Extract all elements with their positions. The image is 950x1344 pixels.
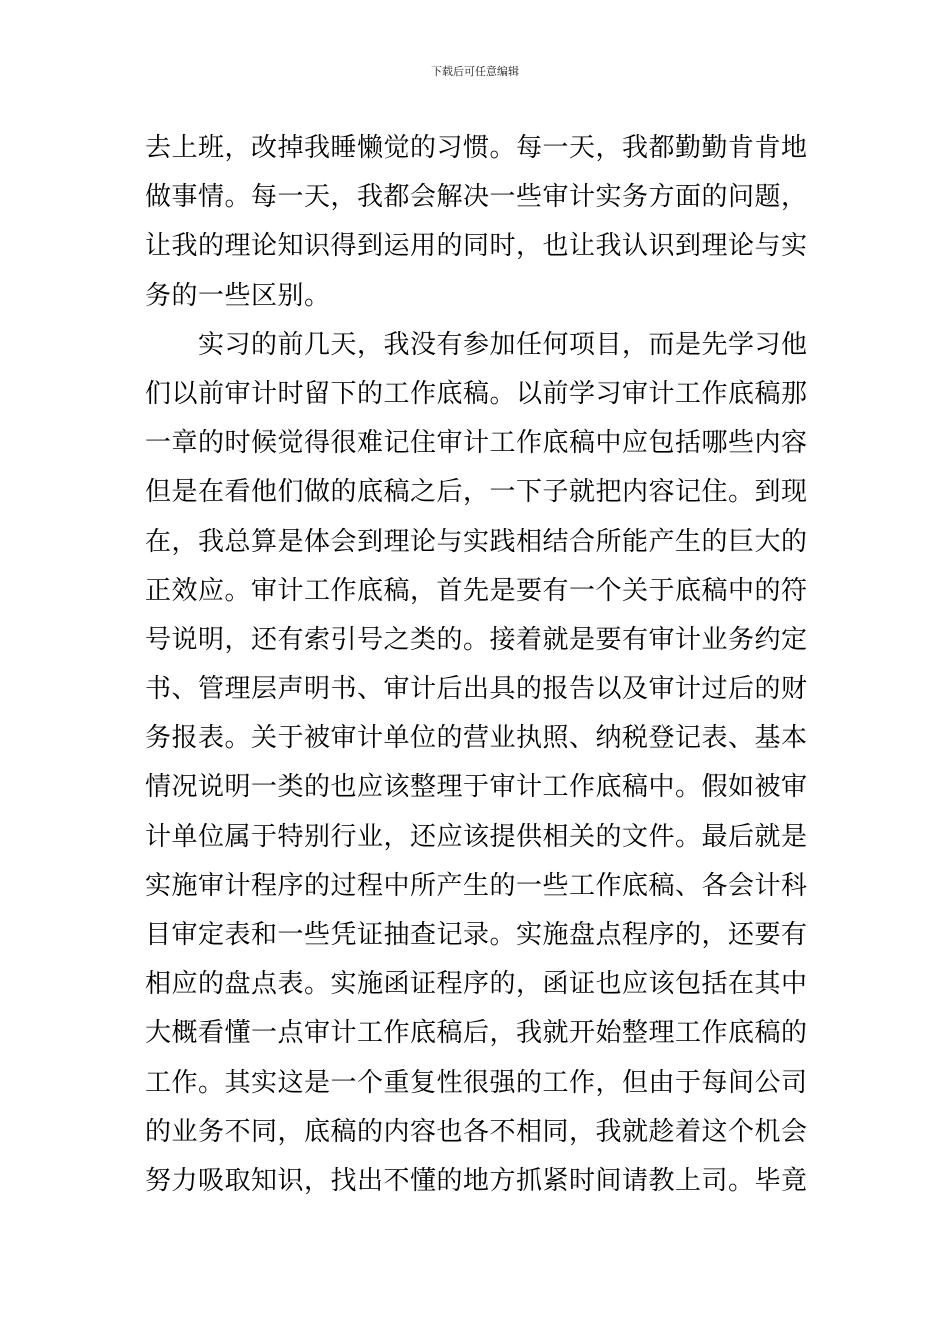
text-line: 一章的时候觉得很难记住审计工作底稿中应包括哪些内容 bbox=[145, 428, 808, 459]
text-line: 相应的盘点表。实施函证程序的，函证也应该包括在其中 bbox=[145, 969, 808, 1000]
text-line: 务报表。关于被审计单位的营业执照、纳税登记表、基本 bbox=[145, 723, 808, 754]
page-header: 下载后可任意编辑 bbox=[431, 65, 519, 78]
text-line: 情况说明一类的也应该整理于审计工作底稿中。假如被审 bbox=[145, 772, 808, 803]
text-line: 号说明，还有索引号之类的。接着就是要有审计业务约定 bbox=[145, 624, 808, 655]
text-line: 计单位属于特别行业，还应该提供相关的文件。最后就是 bbox=[145, 821, 808, 852]
text-line: 们以前审计时留下的工作底稿。以前学习审计工作底稿那 bbox=[145, 378, 808, 409]
text-line: 让我的理论知识得到运用的同时，也让我认识到理论与实 bbox=[145, 231, 808, 262]
text-line: 大概看懂一点审计工作底稿后，我就开始整理工作底稿的 bbox=[145, 1018, 808, 1049]
text-line: 书、管理层声明书、审计后出具的报告以及审计过后的财 bbox=[145, 674, 808, 705]
text-line: 目审定表和一些凭证抽查记录。实施盘点程序的，还要有 bbox=[145, 920, 808, 950]
text-line: 努力吸取知识，找出不懂的地方抓紧时间请教上司。毕竟 bbox=[145, 1165, 808, 1196]
text-line: 工作。其实这是一个重复性很强的工作，但由于每间公司 bbox=[145, 1067, 808, 1098]
text-line: 务的一些区别。 bbox=[145, 280, 331, 311]
text-line: 但是在看他们做的底稿之后，一下子就把内容记住。到现 bbox=[145, 477, 808, 508]
document-body bbox=[145, 124, 808, 1206]
text-line: 实施审计程序的过程中所产生的一些工作底稿、各会计科 bbox=[145, 870, 808, 901]
text-line: 做事情。每一天，我都会解决一些审计实务方面的问题， bbox=[145, 182, 808, 213]
text-line: 实习的前几天，我没有参加任何项目，而是先学习他 bbox=[145, 329, 808, 360]
text-line: 的业务不同，底稿的内容也各不相同，我就趁着这个机会 bbox=[145, 1116, 808, 1147]
text-line: 正效应。审计工作底稿，首先是要有一个关于底稿中的符 bbox=[145, 575, 808, 606]
text-line: 去上班，改掉我睡懒觉的习惯。每一天，我都勤勤肯肯地 bbox=[145, 133, 808, 163]
text-line: 在，我总算是体会到理论与实践相结合所能产生的巨大的 bbox=[145, 526, 808, 557]
